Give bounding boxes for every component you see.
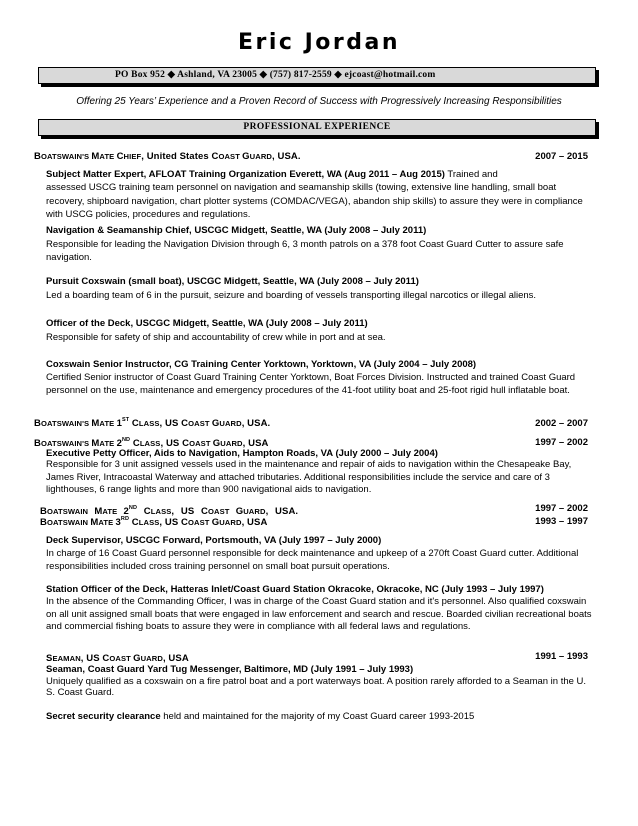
section-heading: PROFESSIONAL EXPERIENCE xyxy=(38,119,596,136)
clearance-line xyxy=(46,711,596,724)
role-block xyxy=(46,584,596,634)
role-block xyxy=(46,664,596,698)
role-block xyxy=(46,359,596,398)
contact-bar: PO Box 952 ◆ Ashland, VA 23005 ◆ (757) 817-2559 ◆ ejcoast@hotmail.com xyxy=(38,67,596,84)
role-desc: Responsible for safety of ship and accountability of crew while in port and at sea. xyxy=(46,332,386,343)
role-title: Pursuit Coxswain (small boat), USCGC Midgett, Seattle, WA (July 2008 – July 2011) xyxy=(46,276,419,287)
dates-second-class-b: 1997 – 2002 xyxy=(535,503,588,514)
role-desc: Responsible for 3 unit assigned vessels used in the maintenance and repair of aids to navigation within the Chesapeake Bay, James River, Intracoastal Waterway and attached tributaries. Additional responsibilities include the service and care of 3 lighthouses, 6 range lights and more than 900 navigational aids to navigation. xyxy=(46,459,572,495)
role-title: Subject Matter Expert, AFLOAT Training Organization Everett, WA (Aug 2011 – Aug 2015) xyxy=(46,169,445,180)
dates-seaman: 1991 – 1993 xyxy=(535,651,588,662)
role-block xyxy=(46,168,596,221)
candidate-name: Eric Jordan xyxy=(237,30,401,55)
rank-heading-chief: BOATSWAIN'S MATE CHIEF, United States COAST GUARD, USA. xyxy=(34,151,301,162)
role-desc: In charge of 16 Coast Guard personnel responsible for deck maintenance and upkeep of a 270ft Coast Guard cutter. Additional responsibilities included cross training personnel on small boat pursuit operations. xyxy=(46,548,579,573)
dates-second-class: 1997 – 2002 xyxy=(535,437,588,448)
role-title: Seaman, Coast Guard Yard Tug Messenger, Baltimore, MD (July 1991 – July 1993) xyxy=(46,664,414,675)
rank-heading-second-class-b: BOATSWAIN MATE 2ND CLASS, US COAST GUARD, USA. xyxy=(40,505,299,517)
role-desc: assessed USCG training team personnel on navigation and seamanship skills (towing, extensive line handling, small boat recovery, shipboard navigation, chart plotter systems (COMDAC/VEGA), abandon ship skills) to assure they were in compliance with USCG policies, procedures and regulations. xyxy=(46,182,583,220)
rank-heading-second-class: BOATSWAIN'S MATE 2ND CLASS, US COAST GUARD, USA xyxy=(34,437,269,449)
role-title: Officer of the Deck, USCGC Midgett, Seattle, WA (July 2008 – July 2011) xyxy=(46,318,368,329)
role-desc: Uniquely qualified as a coxswain on a fire patrol boat and a port waterways boat. A position rarely afforded to a Seaman in the U. S. Coast Guard. xyxy=(46,676,587,698)
dates-chief: 2007 – 2015 xyxy=(535,151,588,162)
role-title: Coxswain Senior Instructor, CG Training Center Yorktown, Yorktown, VA (July 2004 – July 2008) xyxy=(46,359,477,370)
clearance-text: held and maintained for the majority of my Coast Guard career 1993-2015 xyxy=(160,711,475,722)
role-title: Executive Petty Officer, Aids to Navigation, Hampton Roads, VA (July 2000 – July 2004) xyxy=(46,448,438,459)
rank-heading-third-class: BOATSWAIN MATE 3RD CLASS, US COAST GUARD, USA xyxy=(40,516,268,528)
role-block xyxy=(46,318,596,345)
dates-first-class: 2002 – 2007 xyxy=(535,418,588,429)
role-desc: In the absence of the Commanding Officer, I was in charge of the Coast Guard station and it's personnel. Also qualified coxswain on all unit assigned small boats that were engaged in law enforcement and search and rescue. Boarded civilian recreational boats and commercial fishing boats to assure they were in compliance with all federal laws and regulations. xyxy=(46,596,592,632)
dates-third-class: 1993 – 1997 xyxy=(535,516,588,527)
tagline: Offering 25 Years’ Experience and a Proven Record of Success with Progressively Increasing Responsibilities xyxy=(76,96,562,107)
clearance-label: Secret security clearance xyxy=(46,711,161,722)
role-title: Navigation & Seamanship Chief, USCGC Midgett, Seattle, WA (July 2008 – July 2011) xyxy=(46,225,427,236)
role-title: Station Officer of the Deck, Hatteras Inlet/Coast Guard Station Okracoke, Okracoke, NC (July 1993 – July 1997) xyxy=(46,584,544,595)
role-desc: Certified Senior instructor of Coast Guard Training Center Yorktown, Boat Forces Division. Instructed and trained Coast Guard personnel on the use, maintenance and emergency procedures of the 41-foot utility boat and 25-foot rigid hull inflatable boat. xyxy=(46,372,576,397)
role-block xyxy=(46,448,596,497)
role-block xyxy=(46,535,596,574)
rank-heading-seaman: SEAMAN, US COAST GUARD, USA xyxy=(46,653,189,664)
role-title: Deck Supervisor, USCGC Forward, Portsmouth, VA (July 1997 – July 2000) xyxy=(46,535,382,546)
role-block xyxy=(46,225,596,265)
role-desc-inline: Trained and xyxy=(444,169,498,180)
role-block xyxy=(46,276,596,303)
role-desc: Led a boarding team of 6 in the pursuit, seizure and boarding of vessels transporting illegal narcotics or illegal aliens. xyxy=(46,290,537,301)
rank-heading-first-class: BOATSWAIN'S MATE 1ST CLASS, US COAST GUARD, USA. xyxy=(34,417,271,429)
role-desc: Responsible for leading the Navigation Division through 6, 3 month patrols on a 378 foot Coast Guard Cutter to assure safe navigation. xyxy=(46,239,564,264)
